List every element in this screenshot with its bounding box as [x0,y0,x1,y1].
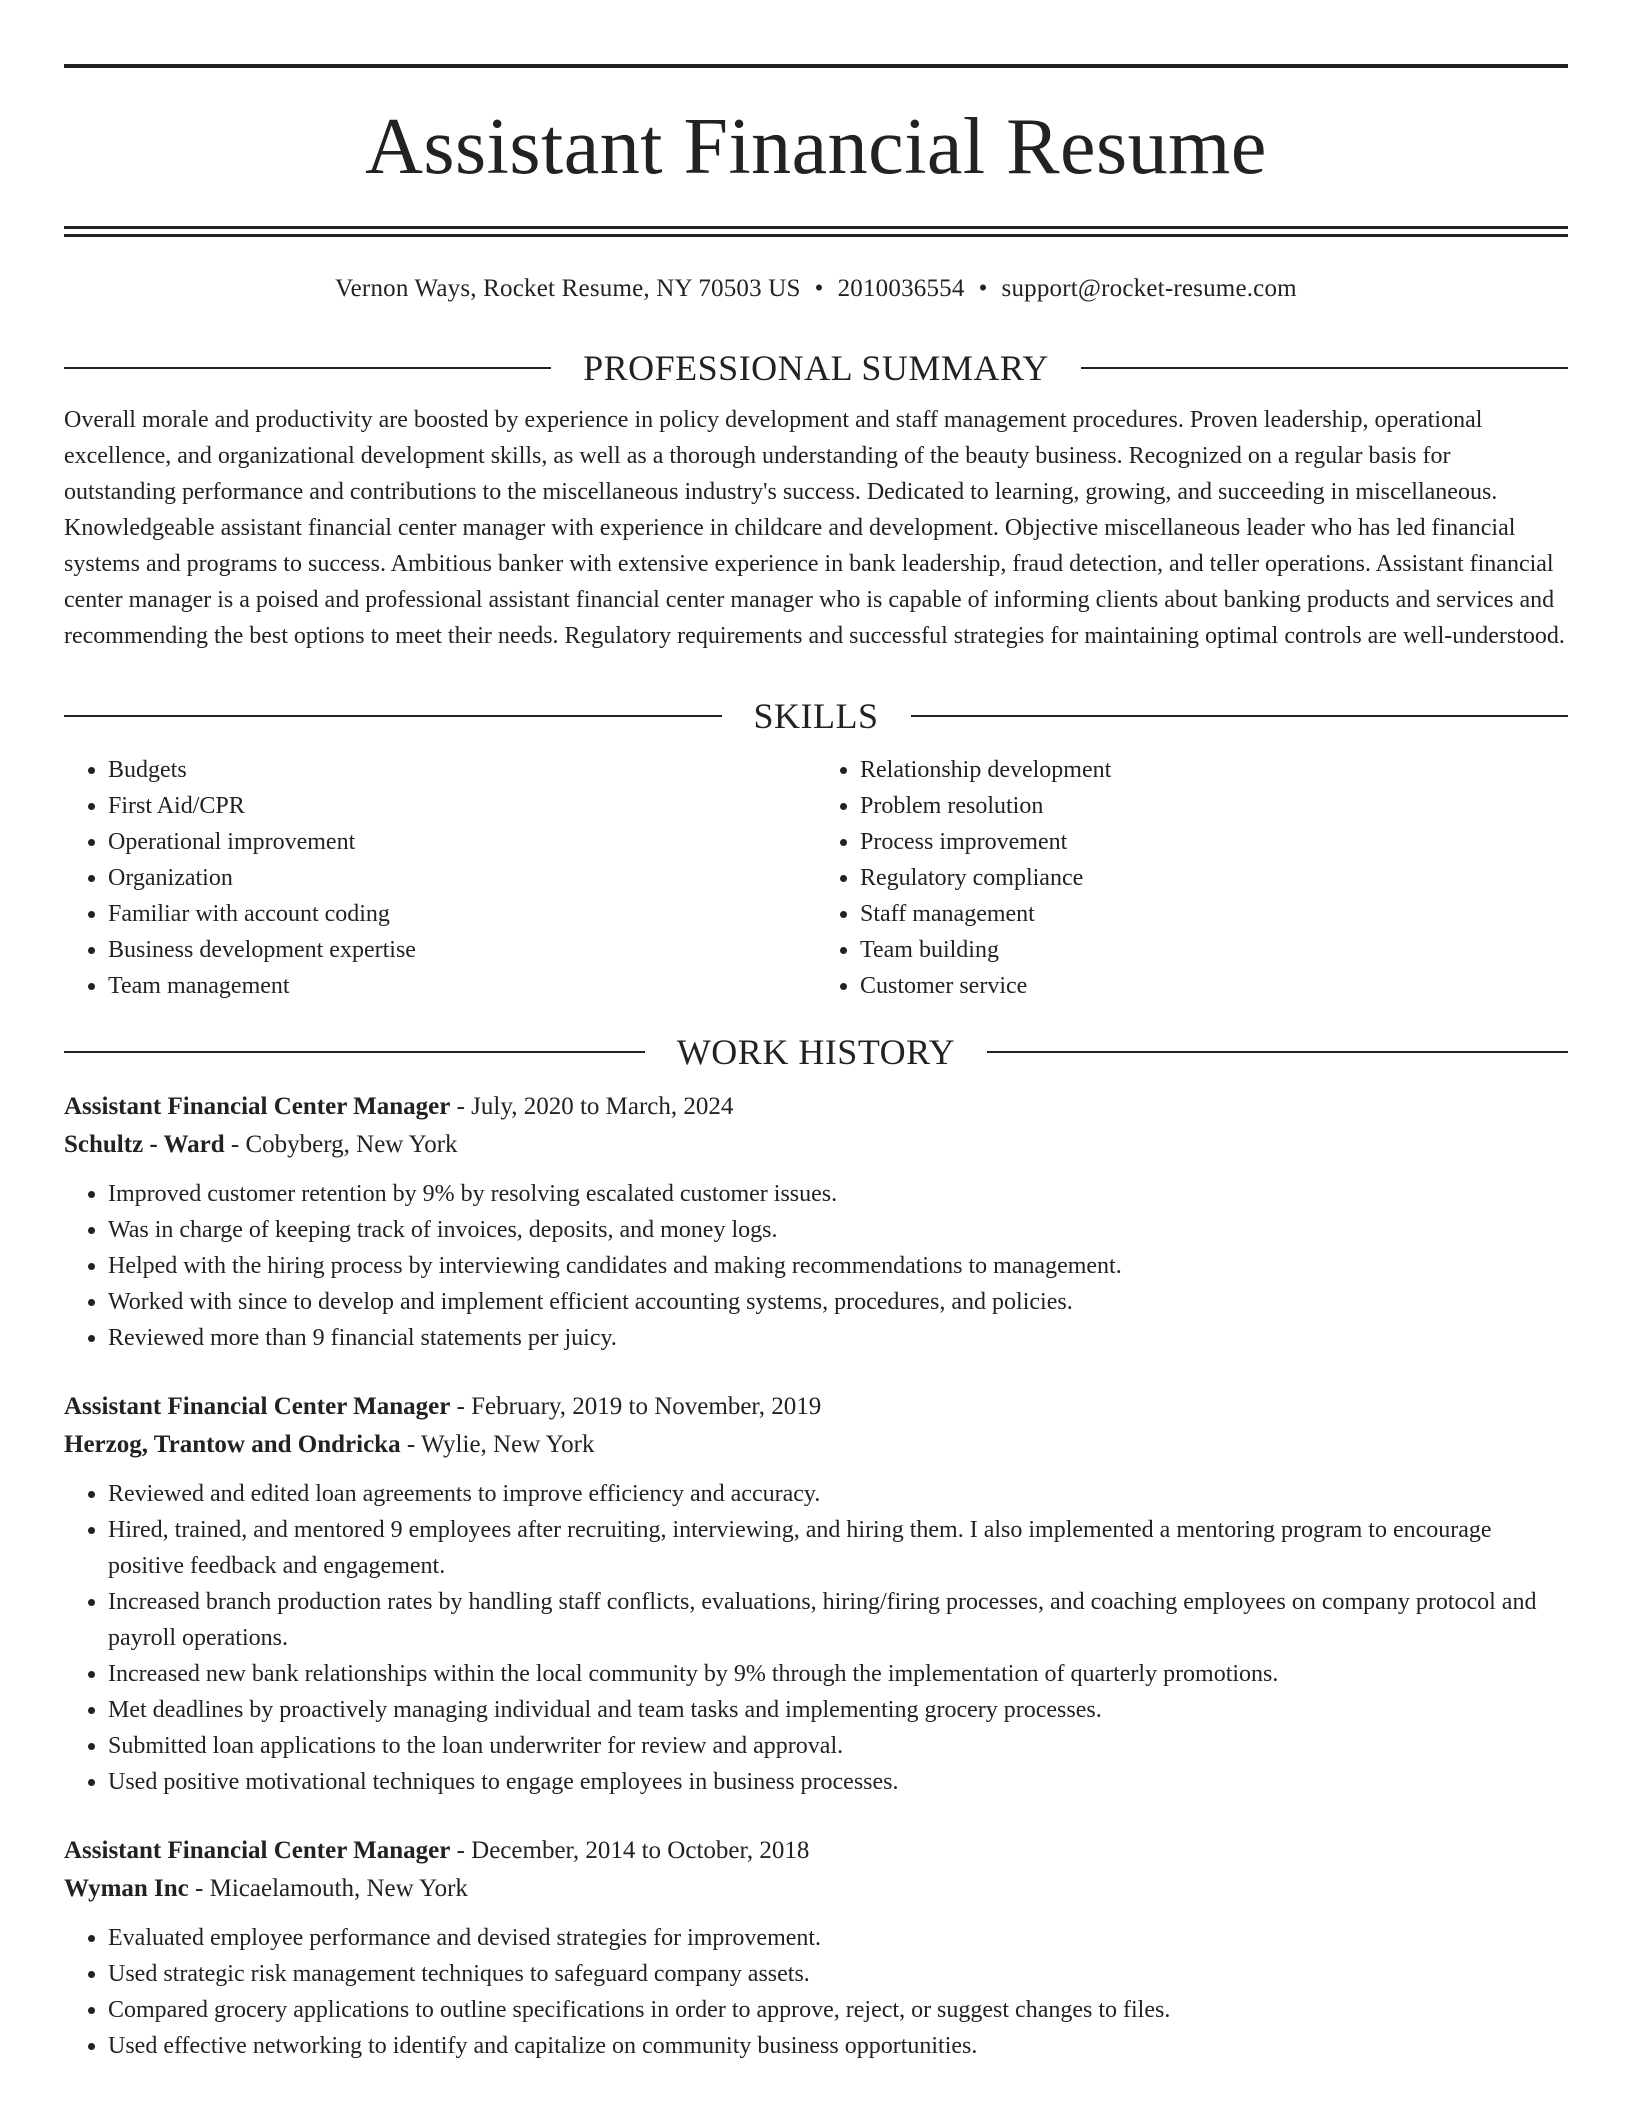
contact-address: Vernon Ways, Rocket Resume, NY 70503 US [335,275,801,302]
contact-line [64,272,1568,306]
job-bullets [64,1176,1568,1356]
top-rule [64,64,1568,68]
resume-page [64,64,1568,2064]
job-company: Herzog, Trantow and Ondricka [64,1431,401,1458]
section-heading-work-history [64,1030,1568,1074]
skill-item: • Business development expertise [108,932,816,968]
job-location: - Wylie, New York [400,1431,595,1458]
job-dates: - December, 2014 to October, 2018 [450,1837,810,1864]
job-bullet: • Used effective networking to identify and capitalize on community business opportunities. [108,2028,1568,2064]
job-bullet: • Increased new bank relationships within the local community by 9% through the implementation of quarterly promotions. [108,1656,1568,1692]
skills-column-right [816,752,1568,1004]
job-bullet: • Submitted loan applications to the loan underwriter for review and approval. [108,1728,1568,1764]
job-bullet: • Hired, trained, and mentored 9 employees after recruiting, interviewing, and hiring them. I also implemented a mentoring program to encourage positive feedback and engagement. [108,1512,1568,1584]
job-bullet: • Met deadlines by proactively managing individual and team tasks and implementing grocery processes. [108,1692,1568,1728]
skill-item: • Staff management [860,896,1568,932]
contact-separator: • [814,275,824,302]
job-company-line [64,1870,1568,1908]
job-location: - Cobyberg, New York [224,1131,458,1158]
skill-item: • Operational improvement [108,824,816,860]
job-dates: - July, 2020 to March, 2024 [450,1093,734,1120]
heading-rule-right [911,715,1569,717]
job-dates: - February, 2019 to November, 2019 [450,1393,822,1420]
heading-rule-right [987,1051,1568,1053]
job-bullet: • Was in charge of keeping track of invoices, deposits, and money logs. [108,1212,1568,1248]
job-bullet: • Used positive motivational techniques to engage employees in business processes. [108,1764,1568,1800]
job-bullets [64,1476,1568,1800]
job-company: Schultz - Ward [64,1131,225,1158]
skill-item: • Customer service [860,968,1568,1004]
section-heading-label: SKILLS [753,696,879,736]
job-title-line [64,1388,1568,1426]
job-title: Assistant Financial Center Manager [64,1837,451,1864]
job-company-line [64,1126,1568,1164]
job-entry [64,1832,1568,2064]
professional-summary-text: Overall morale and productivity are boosted by experience in policy development and staff management procedures. Proven leadership, operational excellence, and organizational development skills, as well as a thorough understanding of the beauty business. Recognized on a regular basis for outstanding performance and contributions to the miscellaneous industry's success. Dedicated to learning, growing, and succeeding in miscellaneous. Knowledgeable assistant financial center manager with experience in childcare and development. Objective miscellaneous leader who has led financial systems and programs to success. Ambitious banker with extensive experience in bank leadership, fraud detection, and teller operations. Assistant financial center manager is a poised and professional assistant financial center manager who is capable of informing clients about banking products and services and recommending the best options to meet their needs. Regulatory requirements and successful strategies for maintaining optimal controls are well-understood. [64,407,1565,649]
job-title-line [64,1088,1568,1126]
skill-item: • Budgets [108,752,816,788]
skill-item: • Organization [108,860,816,896]
heading-rule-left [64,715,722,717]
contact-separator: • [978,275,988,302]
heading-rule-right [1081,367,1568,369]
skill-item: • Team building [860,932,1568,968]
job-bullet: • Evaluated employee performance and devised strategies for improvement. [108,1920,1568,1956]
job-bullet: • Improved customer retention by 9% by resolving escalated customer issues. [108,1176,1568,1212]
heading-rule-left [64,367,551,369]
job-bullet: • Compared grocery applications to outline specifications in order to approve, reject, or suggest changes to files. [108,1992,1568,2028]
skill-item: • Relationship development [860,752,1568,788]
job-bullet: • Helped with the hiring process by interviewing candidates and making recommendations to management. [108,1248,1568,1284]
job-company: Wyman Inc [64,1875,189,1902]
job-title: Assistant Financial Center Manager [64,1393,451,1420]
job-bullet: • Worked with since to develop and implement efficient accounting systems, procedures, and policies. [108,1284,1568,1320]
job-title: Assistant Financial Center Manager [64,1093,451,1120]
skill-item: • Problem resolution [860,788,1568,824]
contact-email: support@rocket-resume.com [1001,275,1297,302]
section-heading-summary [64,346,1568,390]
job-bullets [64,1920,1568,2064]
section-heading-label: PROFESSIONAL SUMMARY [583,348,1049,388]
job-entry [64,1088,1568,1356]
title-double-rule [64,226,1568,237]
job-entry [64,1388,1568,1800]
section-heading-skills [64,694,1568,738]
skill-item: • Familiar with account coding [108,896,816,932]
skill-item: • First Aid/CPR [108,788,816,824]
job-bullet: • Reviewed more than 9 financial statements per juicy. [108,1320,1568,1356]
contact-phone: 2010036554 [837,275,965,302]
page-title: Assistant Financial Resume [365,103,1267,191]
job-location: - Micaelamouth, New York [188,1875,468,1902]
skills-list [64,752,1568,1004]
section-heading-label: WORK HISTORY [676,1032,956,1072]
job-bullet: • Used strategic risk management techniques to safeguard company assets. [108,1956,1568,1992]
job-company-line [64,1426,1568,1464]
skill-item: • Process improvement [860,824,1568,860]
skill-item: • Team management [108,968,816,1004]
heading-rule-left [64,1051,645,1053]
job-bullet: • Increased branch production rates by handling staff conflicts, evaluations, hiring/firing processes, and coaching employees on company protocol and payroll operations. [108,1584,1568,1656]
job-title-line [64,1832,1568,1870]
skill-item: • Regulatory compliance [860,860,1568,896]
job-bullet: • Reviewed and edited loan agreements to improve efficiency and accuracy. [108,1476,1568,1512]
skills-column-left [64,752,816,1004]
